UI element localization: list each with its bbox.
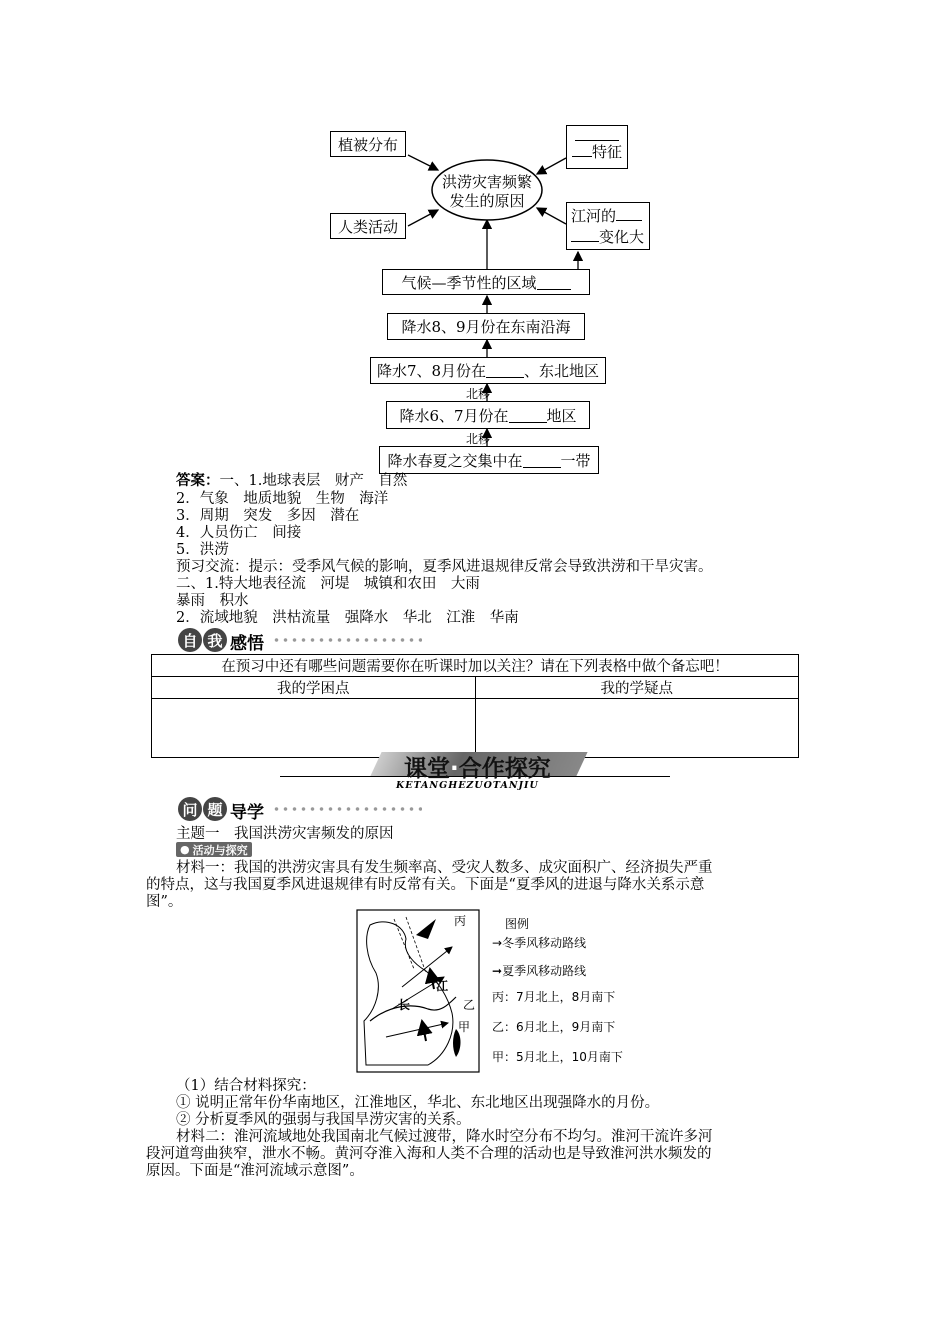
legend-summer: ➞夏季风移动路线 bbox=[492, 964, 587, 978]
material1-line-2: 的特点，这与我国夏季风进退规律有时反常有关。下面是“夏季风的进退与降水关系示意 bbox=[146, 877, 705, 893]
section-char-2: 我 bbox=[203, 628, 227, 652]
map-label-yi: 乙 bbox=[463, 998, 476, 1012]
question-1a: ① 说明正常年份华南地区，江淮地区，华北、东北地区出现强降水的月份。 bbox=[176, 1095, 660, 1111]
climate-box: 气候—季节性的区域 bbox=[382, 269, 590, 295]
rain-89-box: 降水8、9月份在东南沿海 bbox=[387, 313, 585, 340]
activity-tag: ● 活动与探究 bbox=[176, 842, 252, 857]
human-box: 人类活动 bbox=[330, 213, 406, 239]
banner-subtitle: KETANGHEZUOTANJIU bbox=[396, 780, 539, 791]
feature-box: 特征 bbox=[566, 125, 628, 169]
answers-line-5: 5．洪涝 bbox=[176, 542, 229, 558]
blank bbox=[616, 206, 642, 221]
material2-line-1: 材料二：淮河流域地处我国南北气候过渡带，降水时空分布不均匀。淮河干流许多河 bbox=[176, 1129, 713, 1145]
legend-title: 图例 bbox=[505, 917, 530, 931]
note-jia: 甲：5月北上，10月南下 bbox=[492, 1050, 623, 1064]
section-char-1: 自 bbox=[178, 628, 202, 652]
answers-line-2: 2．气象 地质地貌 生物 海洋 bbox=[176, 491, 389, 507]
memo-cell-1[interactable] bbox=[152, 699, 476, 758]
blank bbox=[523, 453, 561, 468]
memo-header: 在预习中还有哪些问题需要你在听课时加以关注？请在下列表格中做个备忘吧！ bbox=[152, 655, 799, 677]
river-box: 江河的 变化大 bbox=[566, 202, 650, 250]
arrow-vegetation bbox=[408, 155, 438, 170]
blank bbox=[575, 132, 619, 141]
answers-line-4: 4．人员伤亡 间接 bbox=[176, 525, 302, 541]
center-text: 洪涝灾害频繁 发生的原因 bbox=[441, 173, 532, 210]
map-label-bing: 丙 bbox=[454, 914, 467, 928]
legend-winter: →冬季风移动路线 bbox=[492, 936, 587, 950]
blank bbox=[571, 227, 599, 242]
memo-cell-2[interactable] bbox=[475, 699, 799, 758]
map-label-jia: 甲 bbox=[458, 1020, 471, 1034]
section-dots bbox=[272, 636, 422, 644]
rain-spring-box: 降水春夏之交集中在 一带 bbox=[379, 446, 599, 474]
question-1: （1）结合材料探究： bbox=[176, 1078, 316, 1094]
rain-67-box: 降水6、7月份在 地区 bbox=[386, 401, 590, 429]
answers-line-3: 3．周期 突发 多因 潜在 bbox=[176, 508, 360, 524]
memo-col-2: 我的学疑点 bbox=[475, 677, 799, 699]
material2-line-3: 原因。下面是“淮河流域示意图”。 bbox=[146, 1163, 364, 1179]
section-title: 导学 bbox=[230, 803, 264, 823]
answers-line-1: 答案：一、1.地球表层 财产 自然 bbox=[176, 472, 408, 489]
banner-title: 课堂·合作探究 bbox=[404, 756, 551, 782]
north-move-label-2: 北移 bbox=[466, 432, 491, 446]
winter-arrow-icon: → bbox=[492, 936, 503, 950]
note-bing: 丙：7月北上，8月南下 bbox=[492, 990, 616, 1004]
blank bbox=[572, 142, 592, 157]
topic: 主题一 我国洪涝灾害频发的原因 bbox=[176, 826, 394, 842]
summer-arrow-icon: ➞ bbox=[492, 964, 503, 978]
note-yi: 乙：6月北上，9月南下 bbox=[492, 1020, 616, 1034]
blank bbox=[509, 408, 547, 423]
north-move-label-1: 北移 bbox=[466, 387, 491, 401]
monsoon-map bbox=[356, 909, 480, 1073]
material1-line-1: 材料一：我国的洪涝灾害具有发生频率高、受灾人数多、成灾面积广、经济损失严重 bbox=[176, 860, 713, 876]
section-title: 感悟 bbox=[230, 634, 264, 654]
material1-line-3: 图”。 bbox=[146, 894, 183, 910]
answers-line-8: 暴雨 积水 bbox=[176, 593, 249, 609]
section-dots bbox=[272, 805, 422, 813]
answers-line-9: 2．流域地貌 洪枯流量 强降水 华北 江淮 华南 bbox=[176, 610, 519, 626]
rain-78-box: 降水7、8月份在 、东北地区 bbox=[370, 357, 606, 384]
memo-col-1: 我的学困点 bbox=[152, 677, 476, 699]
arrow-feature bbox=[537, 158, 566, 174]
bullet-icon: ● bbox=[180, 843, 190, 856]
memo-table bbox=[151, 654, 799, 758]
section-char-2: 题 bbox=[203, 797, 227, 821]
section-char-1: 问 bbox=[178, 797, 202, 821]
blank bbox=[486, 363, 524, 378]
answers-line-6: 预习交流：提示：受季风气候的影响，夏季风进退规律反常会导致洪涝和干旱灾害。 bbox=[176, 559, 713, 575]
arrow-human bbox=[408, 210, 438, 226]
blank bbox=[537, 275, 571, 290]
map-label-jiang: 江 bbox=[436, 979, 449, 993]
question-1b: ② 分析夏季风的强弱与我国旱涝灾害的关系。 bbox=[176, 1112, 471, 1128]
vegetation-box: 植被分布 bbox=[330, 131, 406, 157]
map-label-chang: 长 bbox=[398, 998, 411, 1012]
material2-line-2: 段河道弯曲狭窄，泄水不畅。黄河夺淮入海和人类不合理的活动也是导致淮河洪水频发的 bbox=[146, 1146, 712, 1162]
answers-line-7: 二、1.特大地表径流 河堤 城镇和农田 大雨 bbox=[176, 576, 480, 592]
